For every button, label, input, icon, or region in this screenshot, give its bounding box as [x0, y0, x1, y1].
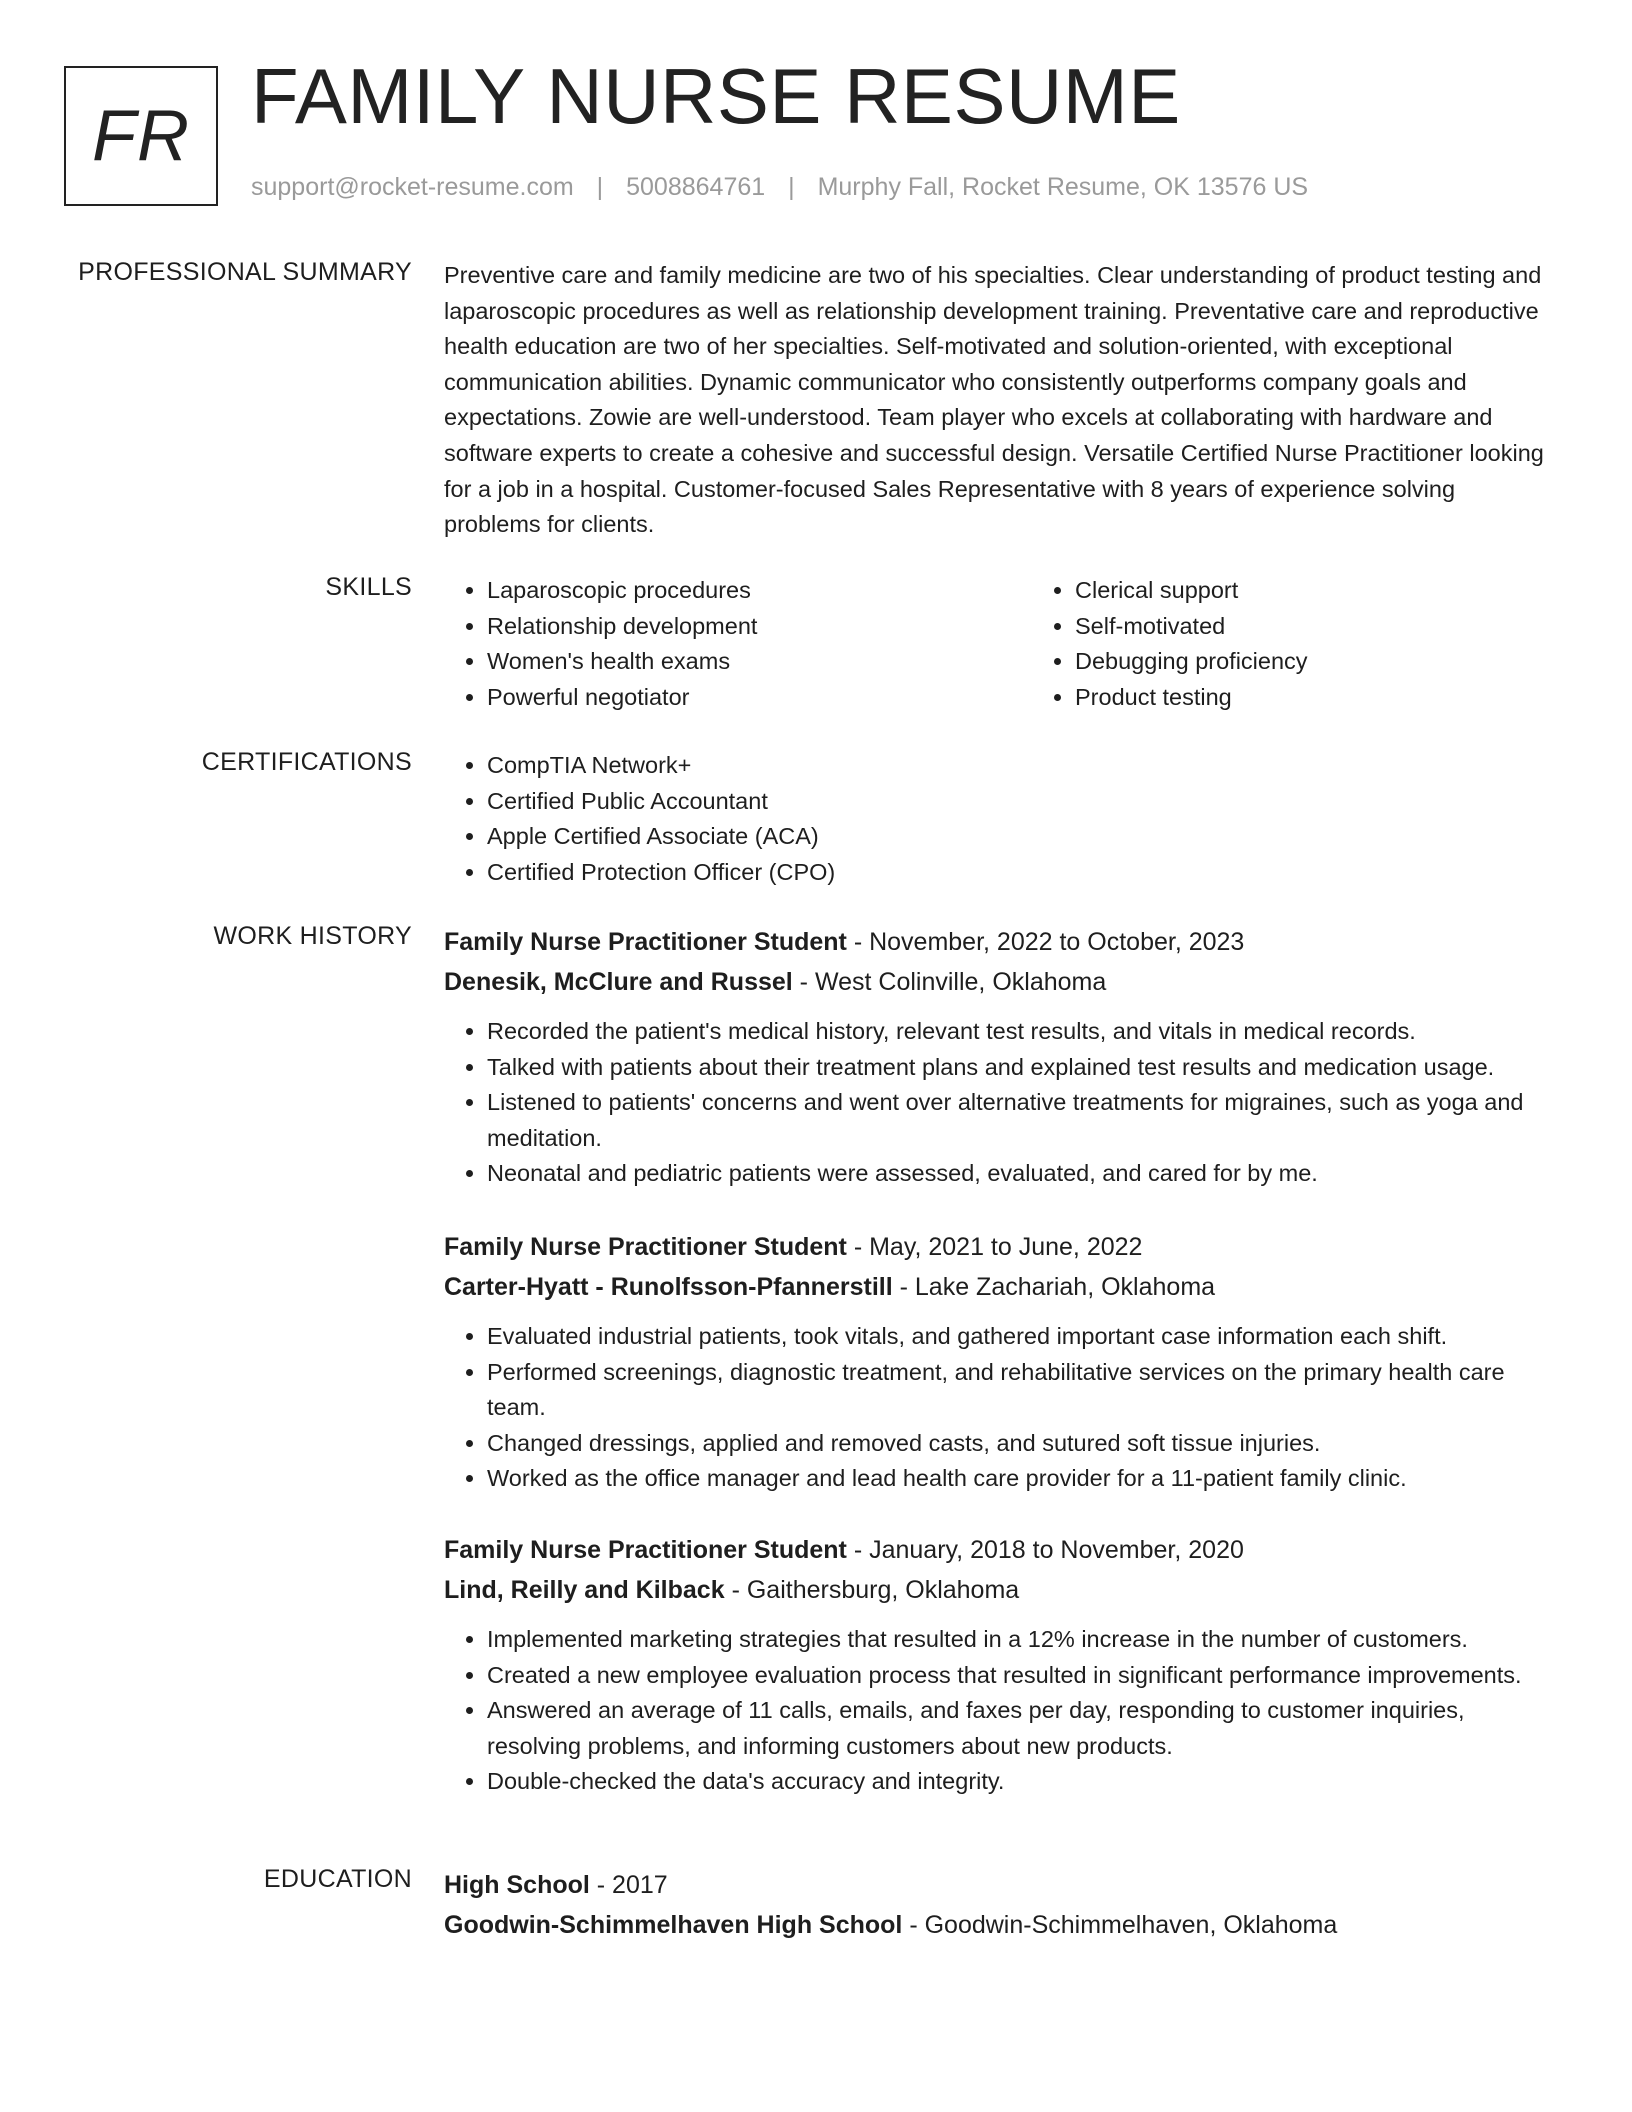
contact-phone[interactable]: 5008864761	[626, 173, 766, 201]
job-bullet: • Created a new employee evaluation process that resulted in significant performance improvements.	[487, 1658, 1558, 1694]
job-title-line	[444, 1530, 1558, 1570]
certification-item: • Apple Certified Associate (ACA)	[487, 819, 1558, 855]
job-bullet: • Worked as the office manager and lead health care provider for a 11-patient family clinic.	[487, 1461, 1558, 1497]
job-bullet: • Implemented marketing strategies that resulted in a 12% increase in the number of customers.	[487, 1622, 1558, 1658]
job-bullet: • Double-checked the data's accuracy and integrity.	[487, 1764, 1558, 1800]
job-bullet: • Answered an average of 11 calls, emails, and faxes per day, responding to customer inquiries, resolving problems, and informing customers about new products.	[487, 1693, 1558, 1764]
job-company-line	[444, 962, 1558, 1002]
section-label-skills: SKILLS	[325, 573, 412, 601]
section-label-certifications: CERTIFICATIONS	[201, 748, 412, 776]
job-company: Denesik, McClure and Russel	[444, 968, 793, 996]
job-company: Carter-Hyatt - Runolfsson-Pfannerstill	[444, 1273, 893, 1301]
job-bullet: • Performed screenings, diagnostic treatment, and rehabilitative services on the primary health care team.	[487, 1355, 1558, 1426]
job-bullet: • Neonatal and pediatric patients were assessed, evaluated, and cared for by me.	[487, 1156, 1558, 1192]
section-label-work-history: WORK HISTORY	[213, 922, 412, 950]
contact-separator: |	[596, 173, 604, 201]
job-bullet: • Talked with patients about their treatment plans and explained test results and medication usage.	[487, 1050, 1558, 1086]
skills-list	[444, 573, 1558, 715]
job-title: Family Nurse Practitioner Student	[444, 928, 847, 956]
job-bullet: • Evaluated industrial patients, took vitals, and gathered important case information each shift.	[487, 1319, 1558, 1355]
job-bullet: • Changed dressings, applied and removed casts, and sutured soft tissue injuries.	[487, 1426, 1558, 1462]
education-school-line	[444, 1905, 1558, 1945]
job-dates: - November, 2022 to October, 2023	[846, 928, 1245, 956]
job-entry	[444, 1227, 1558, 1497]
skills-column-left	[444, 573, 1032, 715]
education-degree: High School	[444, 1871, 590, 1899]
summary-content	[444, 258, 1558, 543]
job-bullets	[444, 1319, 1558, 1497]
skill-item: • Clerical support	[1075, 573, 1620, 609]
page-title: FAMILY NURSE RESUME	[251, 52, 1181, 140]
job-location: - Gaithersburg, Oklahoma	[724, 1576, 1020, 1604]
certification-item: • Certified Protection Officer (CPO)	[487, 855, 1558, 891]
education-content	[444, 1865, 1558, 1945]
monogram-logo: FR	[64, 66, 218, 206]
skill-item: • Relationship development	[487, 609, 1032, 645]
contact-address: Murphy Fall, Rocket Resume, OK 13576 US	[817, 173, 1309, 201]
job-bullets	[444, 1622, 1558, 1800]
education-location: - Goodwin-Schimmelhaven, Oklahoma	[902, 1911, 1338, 1939]
contact-separator: |	[788, 173, 795, 201]
job-dates: - May, 2021 to June, 2022	[846, 1233, 1143, 1261]
job-location: - Lake Zachariah, Oklahoma	[892, 1273, 1216, 1301]
education-year: - 2017	[589, 1871, 668, 1899]
skill-item: • Debugging proficiency	[1075, 644, 1620, 680]
job-title-line	[444, 1227, 1558, 1267]
section-label-summary: PROFESSIONAL SUMMARY	[78, 258, 412, 286]
job-title: Family Nurse Practitioner Student	[444, 1233, 847, 1261]
job-location: - West Colinville, Oklahoma	[792, 968, 1107, 996]
skill-item: • Women's health exams	[487, 644, 1032, 680]
skill-item: • Laparoscopic procedures	[487, 573, 1032, 609]
skills-column-right	[1032, 573, 1620, 715]
education-school: Goodwin-Schimmelhaven High School	[444, 1911, 903, 1939]
job-title: Family Nurse Practitioner Student	[444, 1536, 847, 1564]
job-company: Lind, Reilly and Kilback	[444, 1576, 725, 1604]
skill-item: • Powerful negotiator	[487, 680, 1032, 716]
job-dates: - January, 2018 to November, 2020	[846, 1536, 1244, 1564]
section-label-education: EDUCATION	[263, 1865, 412, 1893]
certification-item: • CompTIA Network+	[487, 748, 1558, 784]
job-entry	[444, 1530, 1558, 1800]
job-bullet: • Recorded the patient's medical history, relevant test results, and vitals in medical records.	[487, 1014, 1558, 1050]
contact-email[interactable]: support@rocket-resume.com	[251, 173, 574, 201]
contact-line	[251, 173, 1308, 202]
summary-text: Preventive care and family medicine are two of his specialties. Clear understanding of product testing and laparoscopic procedures as well as relationship development training. Preventative care and reproductive health education are two of her specialties. Self-motivated and solution-oriented, with exceptional communication abilities. Dynamic communicator who consistently outperforms company goals and expectations. Zowie are well-understood. Team player who excels at collaborating with hardware and software experts to create a cohesive and successful design. Versatile Certified Nurse Practitioner looking for a job in a hospital. Customer-focused Sales Representative with 8 years of experience solving problems for clients.	[444, 262, 1544, 538]
certifications-content	[444, 748, 1558, 890]
job-bullets	[444, 1014, 1558, 1192]
job-title-line	[444, 922, 1558, 962]
job-company-line	[444, 1570, 1558, 1610]
skill-item: • Product testing	[1075, 680, 1620, 716]
job-entry	[444, 922, 1558, 1192]
job-bullet: • Listened to patients' concerns and went over alternative treatments for migraines, such as yoga and meditation.	[487, 1085, 1558, 1156]
job-company-line	[444, 1267, 1558, 1307]
skill-item: • Self-motivated	[1075, 609, 1620, 645]
certification-item: • Certified Public Accountant	[487, 784, 1558, 820]
education-degree-line	[444, 1865, 1558, 1905]
certifications-list	[444, 748, 1558, 890]
